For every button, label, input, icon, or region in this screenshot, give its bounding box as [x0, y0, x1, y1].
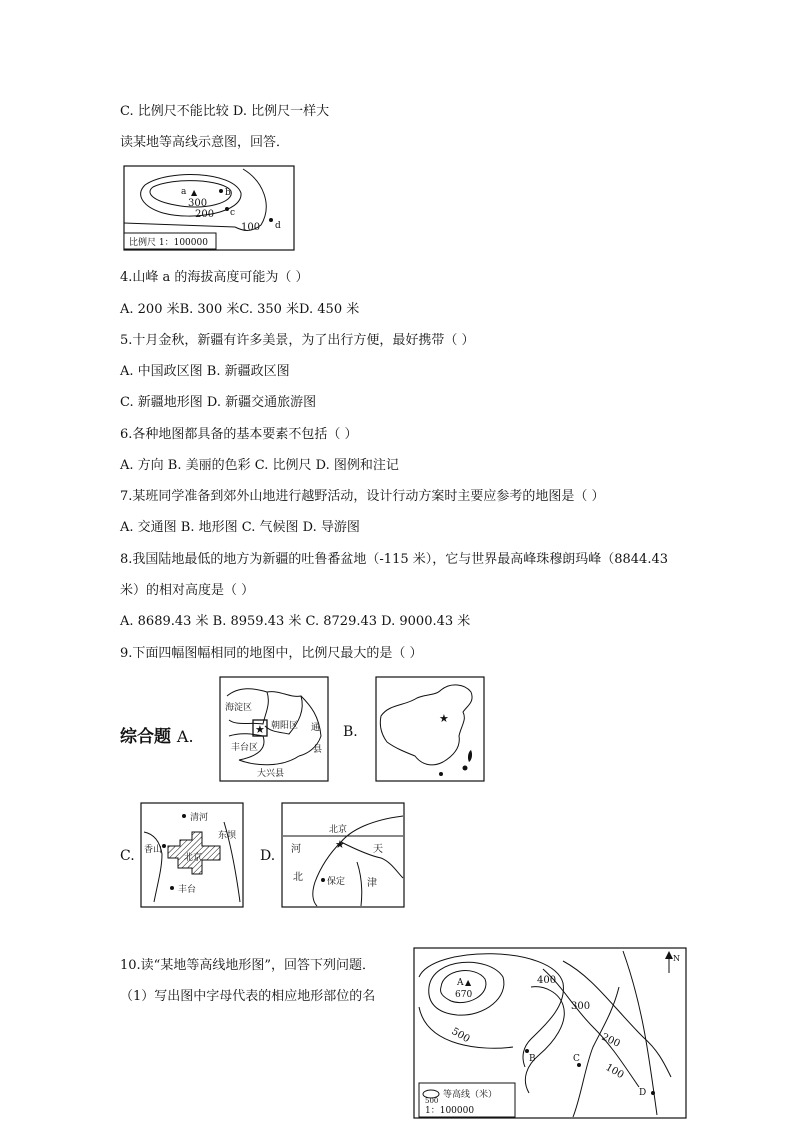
question-8-line1: 8.我国陆地最低的地方为新疆的吐鲁番盆地（-115 米），它与世界最高峰珠穆朗玛峰（8844.43	[120, 552, 669, 567]
option-b-letter: B.	[343, 724, 358, 740]
mapA-xian: 县	[313, 745, 323, 755]
svg-text:★: ★	[439, 712, 449, 725]
fig10-point-b: B	[529, 1054, 536, 1064]
option-c-letter: C.	[120, 848, 135, 864]
question-7: 7.某班同学准备到郊外山地进行越野活动，设计行动方案时主要应参考的地图是（ ）	[120, 489, 605, 504]
question-4-options: A. 200 米B. 300 米C. 350 米D. 450 米	[120, 302, 360, 317]
mapD-bei: 北	[293, 872, 303, 883]
fig10-contour-100: 100	[603, 1062, 626, 1082]
map-option-d	[281, 802, 405, 908]
contour-sketch-figure	[123, 165, 295, 251]
svg-text:★: ★	[335, 838, 345, 851]
svg-text:▲: ▲	[191, 188, 198, 197]
question-10: 10.读“某地等高线地形图”，回答下列问题．	[120, 958, 375, 973]
fig1-contour-200: 200	[195, 209, 215, 220]
fig10-contour-200: 200	[599, 1031, 622, 1050]
fig10-contour-500: 500	[449, 1026, 472, 1046]
fig10-scale: 1：100000	[425, 1106, 475, 1116]
fig1-label-d: d	[275, 221, 281, 231]
svg-text:▲: ▲	[465, 978, 472, 987]
question-7-options: A. 交通图 B. 地形图 C. 气候图 D. 导游图	[120, 520, 360, 535]
map-option-b	[375, 676, 485, 782]
question-4: 4.山峰 a 的海拔高度可能为（ ）	[120, 270, 309, 285]
fig10-peak-letter: A	[457, 978, 464, 988]
map-option-c	[140, 802, 244, 908]
mapA-chaoyang: 朝阳区	[271, 721, 299, 731]
fig10-contour-300: 300	[571, 1001, 591, 1012]
map-option-a	[219, 676, 329, 782]
mapC-fengtai: 丰台	[178, 885, 197, 895]
mapA-tong: 通	[311, 723, 321, 733]
fig10-peak-height: 670	[455, 990, 473, 1000]
fig1-scale: 比例尺 1：100000	[129, 238, 208, 248]
fig10-legend-value: 500	[425, 1097, 439, 1105]
option-d-letter: D.	[260, 848, 276, 864]
fig1-label-c: c	[230, 208, 236, 218]
mapA-daxing: 大兴县	[257, 769, 285, 779]
mapC-xiangshan: 香山	[144, 845, 163, 855]
mapA-haidian: 海淀区	[225, 703, 253, 713]
fig10-north-label: N	[673, 954, 680, 963]
question-3-options-cd: C. 比例尺不能比较 D. 比例尺一样大	[120, 104, 330, 119]
svg-text:★: ★	[255, 723, 265, 736]
question-5-options-cd: C. 新疆地形图 D. 新疆交通旅游图	[120, 395, 317, 410]
mapC-beijing: 北京	[184, 853, 203, 863]
question-8-options: A. 8689.43 米 B. 8959.43 米 C. 8729.43 D. 9000.43 米	[120, 614, 471, 629]
mapD-beijing: 北京	[329, 825, 348, 835]
question-5: 5.十月金秋，新疆有许多美景，为了出行方便，最好携带（ ）	[120, 333, 475, 348]
question-6-options: A. 方向 B. 美丽的色彩 C. 比例尺 D. 图例和注记	[120, 458, 399, 473]
section-title: 综合题 A.	[120, 727, 194, 747]
fig1-contour-300: 300	[188, 198, 208, 209]
instruction-read-contour-map: 读某地等高线示意图，回答．	[120, 135, 290, 150]
mapC-dongba: 东坝	[218, 831, 237, 841]
fig10-contour-400: 400	[537, 975, 557, 986]
mapD-tian: 天	[373, 844, 383, 855]
question-9: 9.下面四幅图幅相同的地图中，比例尺最大的是（ ）	[120, 646, 423, 661]
mapD-baoding: 保定	[327, 877, 346, 887]
fig10-legend-text: 等高线（米）	[443, 1090, 498, 1100]
fig1-label-a: a	[181, 187, 187, 197]
question-8-line2: 米）的相对高度是（ ）	[120, 583, 255, 598]
fig1-contour-100: 100	[241, 222, 261, 233]
question-5-options-ab: A. 中国政区图 B. 新疆政区图	[120, 364, 290, 379]
fig10-point-d: D	[639, 1088, 647, 1098]
mapD-he: 河	[291, 844, 301, 855]
mapA-fengtai: 丰台区	[231, 743, 259, 753]
fig10-point-c: C	[573, 1054, 580, 1064]
question-6: 6.各种地图都具备的基本要素不包括（ ）	[120, 427, 358, 442]
question-10-part-1: （1）写出图中字母代表的相应地形部位的名	[120, 989, 376, 1004]
mapC-qinghe: 清河	[190, 813, 209, 823]
fig1-label-b: b	[225, 188, 231, 198]
contour-topographic-map	[413, 947, 687, 1119]
mapD-jin: 津	[367, 878, 377, 889]
